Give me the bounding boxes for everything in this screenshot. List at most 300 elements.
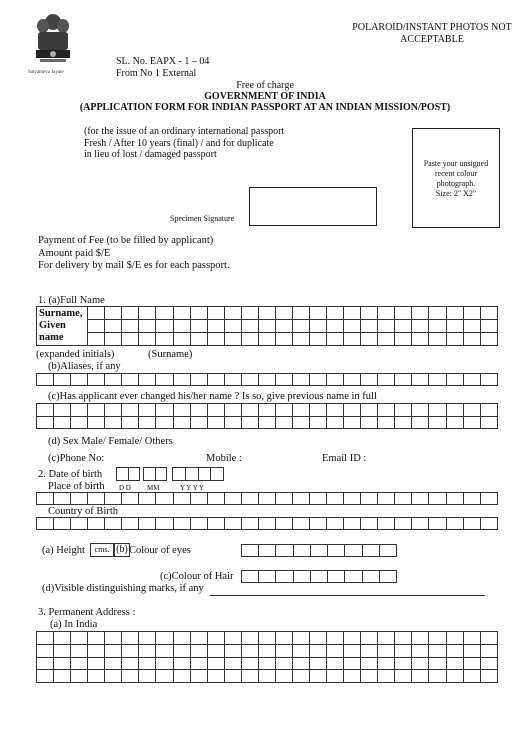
grid-cell[interactable] xyxy=(258,416,275,429)
grid-cell[interactable] xyxy=(105,333,122,346)
grid-cell[interactable] xyxy=(395,404,412,417)
grid-cell[interactable] xyxy=(310,416,327,429)
grid-cell[interactable] xyxy=(480,416,497,429)
grid-cell[interactable] xyxy=(429,404,446,417)
grid-cell[interactable] xyxy=(258,493,275,505)
grid-cell[interactable] xyxy=(480,518,497,530)
grid-cell[interactable] xyxy=(88,657,105,670)
marks-line[interactable] xyxy=(210,595,485,596)
grid-cell[interactable] xyxy=(378,657,395,670)
grid-cell[interactable] xyxy=(207,657,224,670)
grid-cell[interactable] xyxy=(446,644,463,657)
grid-cell[interactable] xyxy=(446,320,463,333)
grid-cell[interactable] xyxy=(224,320,241,333)
grid-cell[interactable] xyxy=(446,632,463,645)
grid-cell[interactable] xyxy=(292,374,309,386)
grid-cell[interactable] xyxy=(71,493,88,505)
grid-cell[interactable] xyxy=(463,320,480,333)
grid-cell[interactable] xyxy=(54,416,71,429)
grid-cell[interactable] xyxy=(173,374,190,386)
grid-cell[interactable] xyxy=(105,307,122,320)
grid-cell[interactable] xyxy=(361,404,378,417)
grid-cell[interactable] xyxy=(395,307,412,320)
grid-cell[interactable] xyxy=(105,657,122,670)
grid-cell[interactable] xyxy=(241,632,258,645)
grid-cell[interactable] xyxy=(327,657,344,670)
grid-cell[interactable] xyxy=(207,320,224,333)
grid-cell[interactable] xyxy=(105,404,122,417)
grid-cell[interactable] xyxy=(429,307,446,320)
grid-cell[interactable] xyxy=(173,307,190,320)
grid-cell[interactable] xyxy=(327,374,344,386)
grid-cell[interactable] xyxy=(156,307,173,320)
grid-cell[interactable] xyxy=(258,320,275,333)
grid-cell[interactable] xyxy=(190,644,207,657)
grid-cell[interactable] xyxy=(224,657,241,670)
grid-cell[interactable] xyxy=(122,416,139,429)
grid-cell[interactable] xyxy=(293,571,310,583)
grid-cell[interactable] xyxy=(463,374,480,386)
grid-cell[interactable] xyxy=(224,632,241,645)
grid-cell[interactable] xyxy=(310,320,327,333)
grid-cell[interactable] xyxy=(156,493,173,505)
grid-cell[interactable] xyxy=(275,493,292,505)
grid-cell[interactable] xyxy=(361,333,378,346)
grid-cell[interactable] xyxy=(275,374,292,386)
grid-cell[interactable] xyxy=(198,468,211,481)
grid-cell[interactable] xyxy=(480,374,497,386)
grid-cell[interactable] xyxy=(224,416,241,429)
grid-cell[interactable] xyxy=(344,657,361,670)
grid-cell[interactable] xyxy=(71,518,88,530)
grid-cell[interactable] xyxy=(88,644,105,657)
grid-cell[interactable] xyxy=(88,333,105,346)
grid-cell[interactable] xyxy=(139,657,156,670)
grid-cell[interactable] xyxy=(258,307,275,320)
grid-cell[interactable] xyxy=(71,670,88,683)
grid-cell[interactable] xyxy=(344,404,361,417)
grid-cell[interactable] xyxy=(412,333,429,346)
grid-cell[interactable] xyxy=(259,545,276,557)
grid-cell[interactable] xyxy=(139,670,156,683)
grid-cell[interactable] xyxy=(463,307,480,320)
grid-cell[interactable] xyxy=(310,545,327,557)
grid-cell[interactable] xyxy=(258,404,275,417)
grid-cell[interactable] xyxy=(224,644,241,657)
grid-cell[interactable] xyxy=(224,307,241,320)
grid-cell[interactable] xyxy=(105,670,122,683)
grid-cell[interactable] xyxy=(429,632,446,645)
grid-cell[interactable] xyxy=(173,657,190,670)
grid-cell[interactable] xyxy=(395,518,412,530)
grid-cell[interactable] xyxy=(344,374,361,386)
grid-cell[interactable] xyxy=(54,644,71,657)
grid-cell[interactable] xyxy=(429,657,446,670)
grid-cell[interactable] xyxy=(122,644,139,657)
grid-cell[interactable] xyxy=(241,333,258,346)
grid-cell[interactable] xyxy=(327,320,344,333)
grid-cell[interactable] xyxy=(258,657,275,670)
grid-cell[interactable] xyxy=(429,333,446,346)
grid-cell[interactable] xyxy=(105,320,122,333)
address-grid[interactable] xyxy=(36,631,498,683)
aliases-grid[interactable] xyxy=(36,373,498,386)
grid-cell[interactable] xyxy=(327,404,344,417)
grid-cell[interactable] xyxy=(122,670,139,683)
grid-cell[interactable] xyxy=(54,518,71,530)
grid-cell[interactable] xyxy=(292,416,309,429)
eye-colour-grid[interactable] xyxy=(241,544,397,557)
grid-cell[interactable] xyxy=(117,468,129,481)
grid-cell[interactable] xyxy=(446,404,463,417)
grid-cell[interactable] xyxy=(463,333,480,346)
grid-cell[interactable] xyxy=(344,307,361,320)
grid-cell[interactable] xyxy=(241,404,258,417)
grid-cell[interactable] xyxy=(173,468,186,481)
grid-cell[interactable] xyxy=(88,518,105,530)
grid-cell[interactable] xyxy=(185,468,198,481)
grid-cell[interactable] xyxy=(463,670,480,683)
grid-cell[interactable] xyxy=(310,307,327,320)
grid-cell[interactable] xyxy=(122,493,139,505)
grid-cell[interactable] xyxy=(344,518,361,530)
grid-cell[interactable] xyxy=(463,644,480,657)
grid-cell[interactable] xyxy=(139,333,156,346)
grid-cell[interactable] xyxy=(88,404,105,417)
grid-cell[interactable] xyxy=(275,518,292,530)
grid-cell[interactable] xyxy=(190,416,207,429)
grid-cell[interactable] xyxy=(292,670,309,683)
grid-cell[interactable] xyxy=(258,333,275,346)
grid-cell[interactable] xyxy=(446,670,463,683)
grid-cell[interactable] xyxy=(258,644,275,657)
grid-cell[interactable] xyxy=(463,518,480,530)
grid-cell[interactable] xyxy=(54,493,71,505)
grid-cell[interactable] xyxy=(71,416,88,429)
grid-cell[interactable] xyxy=(344,670,361,683)
grid-cell[interactable] xyxy=(190,632,207,645)
grid-cell[interactable] xyxy=(378,632,395,645)
grid-cell[interactable] xyxy=(412,374,429,386)
grid-cell[interactable] xyxy=(122,374,139,386)
grid-cell[interactable] xyxy=(429,374,446,386)
grid-cell[interactable] xyxy=(395,670,412,683)
grid-cell[interactable] xyxy=(275,320,292,333)
grid-cell[interactable] xyxy=(463,632,480,645)
grid-cell[interactable] xyxy=(88,670,105,683)
grid-cell[interactable] xyxy=(37,657,54,670)
country-of-birth-grid[interactable] xyxy=(36,517,498,530)
grid-cell[interactable] xyxy=(395,493,412,505)
grid-cell[interactable] xyxy=(71,644,88,657)
grid-cell[interactable] xyxy=(412,320,429,333)
grid-cell[interactable] xyxy=(378,416,395,429)
grid-cell[interactable] xyxy=(395,644,412,657)
grid-cell[interactable] xyxy=(379,571,396,583)
grid-cell[interactable] xyxy=(378,404,395,417)
grid-cell[interactable] xyxy=(446,307,463,320)
grid-cell[interactable] xyxy=(241,320,258,333)
grid-cell[interactable] xyxy=(429,518,446,530)
grid-cell[interactable] xyxy=(258,518,275,530)
grid-cell[interactable] xyxy=(412,307,429,320)
grid-cell[interactable] xyxy=(446,657,463,670)
grid-cell[interactable] xyxy=(480,404,497,417)
grid-cell[interactable] xyxy=(207,670,224,683)
grid-cell[interactable] xyxy=(344,632,361,645)
grid-cell[interactable] xyxy=(275,404,292,417)
grid-cell[interactable] xyxy=(139,644,156,657)
grid-cell[interactable] xyxy=(207,374,224,386)
grid-cell[interactable] xyxy=(292,320,309,333)
grid-cell[interactable] xyxy=(275,416,292,429)
grid-cell[interactable] xyxy=(207,404,224,417)
grid-cell[interactable] xyxy=(211,468,224,481)
grid-cell[interactable] xyxy=(241,493,258,505)
grid-cell[interactable] xyxy=(292,333,309,346)
grid-cell[interactable] xyxy=(293,545,310,557)
grid-cell[interactable] xyxy=(173,404,190,417)
grid-cell[interactable] xyxy=(71,374,88,386)
grid-cell[interactable] xyxy=(156,404,173,417)
grid-cell[interactable] xyxy=(207,416,224,429)
grid-cell[interactable] xyxy=(327,632,344,645)
grid-cell[interactable] xyxy=(310,493,327,505)
grid-cell[interactable] xyxy=(224,518,241,530)
grid-cell[interactable] xyxy=(241,657,258,670)
grid-cell[interactable] xyxy=(259,571,276,583)
grid-cell[interactable] xyxy=(395,374,412,386)
grid-cell[interactable] xyxy=(480,670,497,683)
grid-cell[interactable] xyxy=(173,644,190,657)
grid-cell[interactable] xyxy=(207,493,224,505)
grid-cell[interactable] xyxy=(156,518,173,530)
grid-cell[interactable] xyxy=(275,644,292,657)
grid-cell[interactable] xyxy=(242,545,259,557)
grid-cell[interactable] xyxy=(429,416,446,429)
grid-cell[interactable] xyxy=(207,333,224,346)
grid-cell[interactable] xyxy=(463,493,480,505)
grid-cell[interactable] xyxy=(412,657,429,670)
grid-cell[interactable] xyxy=(156,374,173,386)
grid-cell[interactable] xyxy=(275,632,292,645)
grid-cell[interactable] xyxy=(190,320,207,333)
grid-cell[interactable] xyxy=(310,518,327,530)
grid-cell[interactable] xyxy=(378,670,395,683)
grid-cell[interactable] xyxy=(88,320,105,333)
grid-cell[interactable] xyxy=(241,416,258,429)
grid-cell[interactable] xyxy=(395,657,412,670)
grid-cell[interactable] xyxy=(310,644,327,657)
grid-cell[interactable] xyxy=(327,644,344,657)
grid-cell[interactable] xyxy=(412,404,429,417)
full-name-grid[interactable] xyxy=(36,306,498,346)
grid-cell[interactable] xyxy=(156,333,173,346)
grid-cell[interactable] xyxy=(37,416,54,429)
grid-cell[interactable] xyxy=(446,518,463,530)
grid-cell[interactable] xyxy=(395,416,412,429)
grid-cell[interactable] xyxy=(156,416,173,429)
grid-cell[interactable] xyxy=(139,493,156,505)
grid-cell[interactable] xyxy=(328,545,345,557)
grid-cell[interactable] xyxy=(88,307,105,320)
grid-cell[interactable] xyxy=(412,416,429,429)
hair-colour-grid[interactable] xyxy=(241,570,397,583)
grid-cell[interactable] xyxy=(190,670,207,683)
grid-cell[interactable] xyxy=(463,416,480,429)
grid-cell[interactable] xyxy=(139,632,156,645)
grid-cell[interactable] xyxy=(310,333,327,346)
grid-cell[interactable] xyxy=(105,632,122,645)
grid-cell[interactable] xyxy=(361,632,378,645)
grid-cell[interactable] xyxy=(327,307,344,320)
grid-cell[interactable] xyxy=(224,404,241,417)
grid-cell[interactable] xyxy=(122,518,139,530)
grid-cell[interactable] xyxy=(258,632,275,645)
grid-cell[interactable] xyxy=(378,333,395,346)
grid-cell[interactable] xyxy=(378,307,395,320)
grid-cell[interactable] xyxy=(242,571,259,583)
grid-cell[interactable] xyxy=(292,307,309,320)
grid-cell[interactable] xyxy=(241,644,258,657)
grid-cell[interactable] xyxy=(54,657,71,670)
grid-cell[interactable] xyxy=(173,518,190,530)
grid-cell[interactable] xyxy=(480,657,497,670)
grid-cell[interactable] xyxy=(122,333,139,346)
grid-cell[interactable] xyxy=(361,416,378,429)
grid-cell[interactable] xyxy=(345,545,362,557)
grid-cell[interactable] xyxy=(310,657,327,670)
grid-cell[interactable] xyxy=(122,320,139,333)
grid-cell[interactable] xyxy=(361,518,378,530)
grid-cell[interactable] xyxy=(88,493,105,505)
grid-cell[interactable] xyxy=(292,404,309,417)
grid-cell[interactable] xyxy=(207,518,224,530)
grid-cell[interactable] xyxy=(328,571,345,583)
place-of-birth-grid[interactable] xyxy=(36,492,498,505)
photo-box[interactable]: Paste your unsigned recent colour photograph. Size: 2" X2" xyxy=(412,128,500,228)
grid-cell[interactable] xyxy=(344,320,361,333)
grid-cell[interactable] xyxy=(395,632,412,645)
grid-cell[interactable] xyxy=(378,644,395,657)
grid-cell[interactable] xyxy=(275,307,292,320)
grid-cell[interactable] xyxy=(37,632,54,645)
grid-cell[interactable] xyxy=(105,493,122,505)
grid-cell[interactable] xyxy=(190,518,207,530)
grid-cell[interactable] xyxy=(327,416,344,429)
grid-cell[interactable] xyxy=(446,333,463,346)
grid-cell[interactable] xyxy=(105,644,122,657)
grid-cell[interactable] xyxy=(310,374,327,386)
grid-cell[interactable] xyxy=(362,571,379,583)
grid-cell[interactable] xyxy=(412,518,429,530)
grid-cell[interactable] xyxy=(429,670,446,683)
grid-cell[interactable] xyxy=(88,416,105,429)
grid-cell[interactable] xyxy=(395,333,412,346)
grid-cell[interactable] xyxy=(480,493,497,505)
grid-cell[interactable] xyxy=(241,307,258,320)
grid-cell[interactable] xyxy=(310,404,327,417)
grid-cell[interactable] xyxy=(37,518,54,530)
grid-cell[interactable] xyxy=(361,670,378,683)
grid-cell[interactable] xyxy=(156,632,173,645)
grid-cell[interactable] xyxy=(344,416,361,429)
grid-cell[interactable] xyxy=(139,416,156,429)
grid-cell[interactable] xyxy=(173,416,190,429)
grid-cell[interactable] xyxy=(105,416,122,429)
grid-cell[interactable] xyxy=(275,670,292,683)
grid-cell[interactable] xyxy=(139,374,156,386)
grid-cell[interactable] xyxy=(156,670,173,683)
grid-cell[interactable] xyxy=(378,320,395,333)
grid-cell[interactable] xyxy=(139,404,156,417)
grid-cell[interactable] xyxy=(128,468,140,481)
grid-cell[interactable] xyxy=(241,518,258,530)
grid-cell[interactable] xyxy=(122,632,139,645)
grid-cell[interactable] xyxy=(258,374,275,386)
grid-cell[interactable] xyxy=(71,404,88,417)
grid-cell[interactable] xyxy=(463,657,480,670)
grid-cell[interactable] xyxy=(429,320,446,333)
grid-cell[interactable] xyxy=(144,468,156,481)
grid-cell[interactable] xyxy=(327,333,344,346)
dob-year-grid[interactable] xyxy=(172,467,224,481)
grid-cell[interactable] xyxy=(344,493,361,505)
grid-cell[interactable] xyxy=(480,333,497,346)
grid-cell[interactable] xyxy=(362,545,379,557)
grid-cell[interactable] xyxy=(379,545,396,557)
grid-cell[interactable] xyxy=(139,307,156,320)
grid-cell[interactable] xyxy=(344,333,361,346)
grid-cell[interactable] xyxy=(412,632,429,645)
grid-cell[interactable] xyxy=(276,545,293,557)
grid-cell[interactable] xyxy=(241,374,258,386)
grid-cell[interactable] xyxy=(258,670,275,683)
grid-cell[interactable] xyxy=(276,571,293,583)
grid-cell[interactable] xyxy=(54,632,71,645)
grid-cell[interactable] xyxy=(275,657,292,670)
grid-cell[interactable] xyxy=(344,644,361,657)
grid-cell[interactable] xyxy=(361,644,378,657)
grid-cell[interactable] xyxy=(37,670,54,683)
grid-cell[interactable] xyxy=(446,416,463,429)
grid-cell[interactable] xyxy=(207,644,224,657)
grid-cell[interactable] xyxy=(54,670,71,683)
grid-cell[interactable] xyxy=(190,657,207,670)
grid-cell[interactable] xyxy=(310,670,327,683)
grid-cell[interactable] xyxy=(361,320,378,333)
grid-cell[interactable] xyxy=(105,374,122,386)
grid-cell[interactable] xyxy=(446,374,463,386)
grid-cell[interactable] xyxy=(463,404,480,417)
grid-cell[interactable] xyxy=(361,374,378,386)
grid-cell[interactable] xyxy=(446,493,463,505)
grid-cell[interactable] xyxy=(292,518,309,530)
dob-month-grid[interactable] xyxy=(143,467,167,481)
grid-cell[interactable] xyxy=(207,307,224,320)
grid-cell[interactable] xyxy=(190,333,207,346)
grid-cell[interactable] xyxy=(310,571,327,583)
grid-cell[interactable] xyxy=(139,320,156,333)
grid-cell[interactable] xyxy=(37,404,54,417)
grid-cell[interactable] xyxy=(292,493,309,505)
grid-cell[interactable] xyxy=(71,632,88,645)
grid-cell[interactable] xyxy=(37,374,54,386)
grid-cell[interactable] xyxy=(327,493,344,505)
grid-cell[interactable] xyxy=(139,518,156,530)
grid-cell[interactable] xyxy=(327,670,344,683)
grid-cell[interactable] xyxy=(275,333,292,346)
